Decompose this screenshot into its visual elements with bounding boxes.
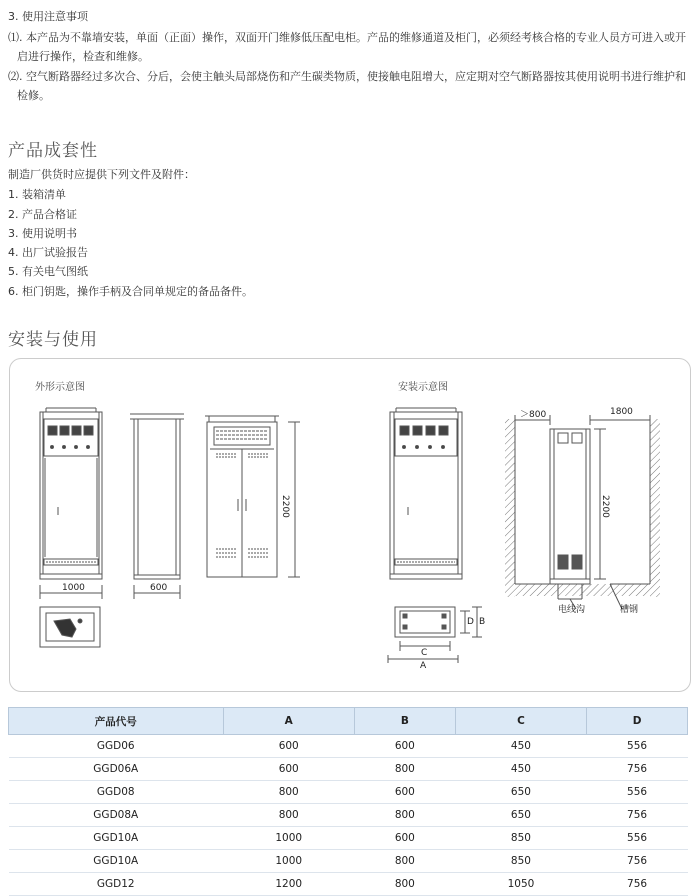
table-cell: 850 (455, 827, 586, 850)
dim-width: 1000 (62, 583, 85, 593)
cabinet-drawings (10, 359, 690, 691)
table-cell: 800 (354, 873, 455, 896)
kit-item: 3. 使用说明书 (8, 227, 77, 240)
diagram-panel (9, 358, 691, 692)
kit-intro: 制造厂供货时应提供下列文件及附件： (8, 168, 195, 181)
table-header-row (9, 708, 688, 735)
table-cell: 450 (455, 735, 586, 758)
header-cell: B (354, 708, 455, 735)
table-cell: 1050 (455, 873, 586, 896)
note-line-3: ⑵. 空气断路器经过多次合、分后，会使主触头局部烧伤和产生碳类物质，使接触电阻增大，应定期对空气断路器按其使用说明书进行维护和 (8, 70, 686, 83)
header-cell: C (455, 708, 586, 735)
table-cell: GGD06 (9, 735, 224, 758)
label-a: A (420, 661, 427, 671)
table-cell: GGD08A (9, 804, 224, 827)
table-cell: 756 (587, 873, 688, 896)
kit-item: 6. 柜门钥匙，操作手柄及合同单规定的备品备件。 (8, 285, 253, 298)
table-cell: 1200 (223, 873, 354, 896)
table-cell: 800 (354, 850, 455, 873)
install-front-cabinet-drawing (390, 408, 462, 579)
table-cell: 800 (223, 781, 354, 804)
base-plate-drawing (40, 607, 100, 647)
table-cell: 800 (354, 804, 455, 827)
table-cell: 756 (587, 758, 688, 781)
table-row (9, 758, 688, 781)
installation-section-drawing (505, 415, 660, 609)
label-cable-trench: 电线沟 (558, 605, 586, 615)
outline-caption: 外形示意图 (35, 382, 85, 393)
table-row (9, 827, 688, 850)
table-cell: 800 (223, 804, 354, 827)
table-cell: 600 (354, 827, 455, 850)
note-line-4: 检修。 (17, 89, 50, 102)
table-cell: 556 (587, 781, 688, 804)
table-cell: GGD12 (9, 873, 224, 896)
dim-rear-clearance: 1800 (610, 407, 633, 417)
dim-height: 2200 (280, 495, 290, 518)
note-line-1: ⑴. 本产品为不靠墙安装，单面（正面）操作，双面开门维修低压配电柜。产品的维修通道及柜门，必须经考核合格的专业人员方可进入或开 (8, 31, 686, 44)
dim-depth: 600 (150, 583, 168, 593)
table-cell: 600 (354, 781, 455, 804)
table-cell: 600 (223, 758, 354, 781)
table-cell: 600 (223, 735, 354, 758)
header-cell: D (587, 708, 688, 735)
kit-item: 1. 装箱清单 (8, 188, 66, 201)
table-row (9, 873, 688, 896)
dim-front-clearance: ＞800 (520, 410, 547, 420)
table-cell: 450 (455, 758, 586, 781)
plan-view-drawing (388, 607, 482, 663)
label-b: B (479, 617, 486, 627)
label-channel-steel: 槽钢 (620, 605, 639, 615)
kit-item: 5. 有关电气图纸 (8, 265, 88, 278)
kit-heading: 产品成套性 (8, 141, 98, 161)
table-cell: 800 (354, 758, 455, 781)
table-row (9, 804, 688, 827)
rear-cabinet-drawing (205, 416, 279, 577)
spec-table (8, 707, 688, 896)
table-cell: 600 (354, 735, 455, 758)
table-row (9, 850, 688, 873)
notes-title: 3. 使用注意事项 (8, 10, 88, 23)
table-cell: 756 (587, 804, 688, 827)
table-row (9, 781, 688, 804)
table-cell: GGD10A (9, 827, 224, 850)
label-c: C (421, 648, 428, 658)
table-cell: 756 (587, 850, 688, 873)
table-cell: 650 (455, 804, 586, 827)
dim-height-b: 2200 (600, 495, 610, 518)
table-cell: GGD10A (9, 850, 224, 873)
header-cell: 产品代号 (9, 708, 224, 735)
kit-item: 4. 出厂试验报告 (8, 246, 88, 259)
table-cell: 556 (587, 827, 688, 850)
install-heading: 安装与使用 (8, 330, 98, 350)
install-caption: 安装示意图 (398, 382, 448, 393)
table-cell: 1000 (223, 850, 354, 873)
table-cell: 556 (587, 735, 688, 758)
table-cell: GGD06A (9, 758, 224, 781)
table-cell: 650 (455, 781, 586, 804)
front-cabinet-drawing (40, 408, 102, 579)
side-cabinet-drawing (130, 414, 184, 579)
label-d: D (467, 617, 474, 627)
table-row (9, 735, 688, 758)
note-line-2: 启进行操作，检查和维修。 (17, 50, 149, 63)
table-cell: 850 (455, 850, 586, 873)
header-cell: A (223, 708, 354, 735)
table-cell: 1000 (223, 827, 354, 850)
table-cell: GGD08 (9, 781, 224, 804)
kit-item: 2. 产品合格证 (8, 208, 77, 221)
